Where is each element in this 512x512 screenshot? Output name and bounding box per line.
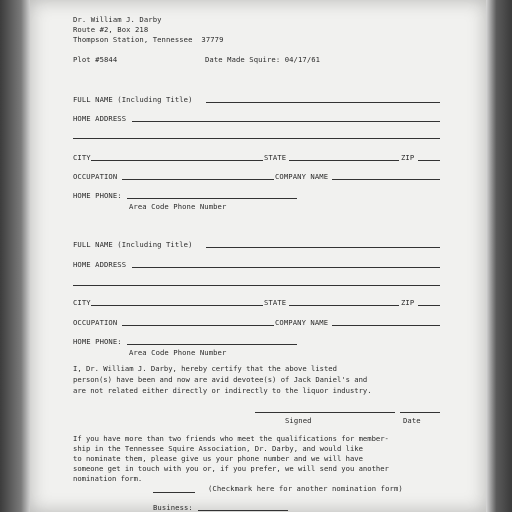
form2-company-label: COMPANY NAME	[275, 318, 329, 327]
business-phone-label: Business:	[153, 503, 193, 512]
scan-border-right	[486, 0, 512, 512]
sender-address-line1: Route #2, Box 218	[73, 25, 149, 34]
form1-zip-line[interactable]	[418, 160, 440, 161]
form2-occupation-label: OCCUPATION	[73, 318, 118, 327]
info-line-1: If you have more than two friends who meet the qualifications for member-	[73, 434, 389, 443]
checkmark-line[interactable]	[153, 492, 195, 493]
form1-state-line[interactable]	[289, 160, 399, 161]
form1-home-address-line[interactable]	[132, 121, 440, 122]
form1-full-name-line[interactable]	[206, 102, 440, 103]
form1-occupation-label: OCCUPATION	[73, 172, 118, 181]
form1-home-phone-line[interactable]	[127, 198, 297, 199]
form2-home-phone-label: HOME PHONE:	[73, 337, 122, 346]
form2-occupation-line[interactable]	[122, 325, 274, 326]
form2-state-line[interactable]	[289, 305, 399, 306]
form2-phone-caption: Area Code Phone Number	[129, 348, 227, 357]
form1-company-line[interactable]	[332, 179, 440, 180]
document-page	[30, 0, 486, 512]
info-line-3: to nominate them, please give us your phone number and we will have	[73, 454, 363, 463]
form1-home-address-label: HOME ADDRESS	[73, 114, 127, 123]
info-line-2: ship in the Tennessee Squire Association, Dr. Darby, and would like	[73, 444, 363, 453]
form2-city-label: CITY	[73, 298, 91, 307]
form2-full-name-line[interactable]	[206, 247, 440, 248]
signed-label: Signed	[285, 416, 312, 425]
scan-border-left	[0, 0, 30, 512]
form1-address-line2[interactable]	[73, 138, 440, 139]
certify-line-2: person(s) have been and now are avid devotee(s) of Jack Daniel's and	[73, 375, 368, 384]
form2-home-phone-line[interactable]	[127, 344, 297, 345]
form1-phone-caption: Area Code Phone Number	[129, 202, 227, 211]
form1-zip-label: ZIP	[401, 153, 415, 162]
form1-company-label: COMPANY NAME	[275, 172, 329, 181]
form1-state-label: STATE	[264, 153, 287, 162]
date-made-squire: Date Made Squire: 04/17/61	[205, 55, 321, 64]
form1-full-name-label: FULL NAME (Including Title)	[73, 95, 193, 104]
info-line-5: nomination form.	[73, 474, 143, 483]
business-phone-line[interactable]	[198, 510, 288, 511]
form2-home-address-line[interactable]	[132, 267, 440, 268]
sender-address-line2: Thompson Station, Tennessee 37779	[73, 35, 224, 44]
plot-number: Plot #5844	[73, 55, 118, 64]
form2-home-address-label: HOME ADDRESS	[73, 260, 127, 269]
form1-city-label: CITY	[73, 153, 91, 162]
form1-occupation-line[interactable]	[122, 179, 274, 180]
form2-state-label: STATE	[264, 298, 287, 307]
date-label: Date	[403, 416, 421, 425]
form2-full-name-label: FULL NAME (Including Title)	[73, 240, 193, 249]
form2-zip-label: ZIP	[401, 298, 415, 307]
certify-line-3: are not related either directly or indirectly to the liquor industry.	[73, 386, 372, 395]
form1-city-line[interactable]	[91, 160, 263, 161]
date-line[interactable]	[400, 412, 440, 413]
sender-name: Dr. William J. Darby	[73, 15, 162, 24]
form1-home-phone-label: HOME PHONE:	[73, 191, 122, 200]
form2-zip-line[interactable]	[418, 305, 440, 306]
info-line-4: someone get in touch with you or, if you prefer, we will send you another	[73, 464, 389, 473]
signature-line[interactable]	[255, 412, 395, 413]
form2-address-line2[interactable]	[73, 285, 440, 286]
checkmark-label: (Checkmark here for another nomination form)	[208, 484, 403, 493]
form2-city-line[interactable]	[91, 305, 263, 306]
certify-line-1: I, Dr. William J. Darby, hereby certify that the above listed	[73, 364, 337, 373]
form2-company-line[interactable]	[332, 325, 440, 326]
